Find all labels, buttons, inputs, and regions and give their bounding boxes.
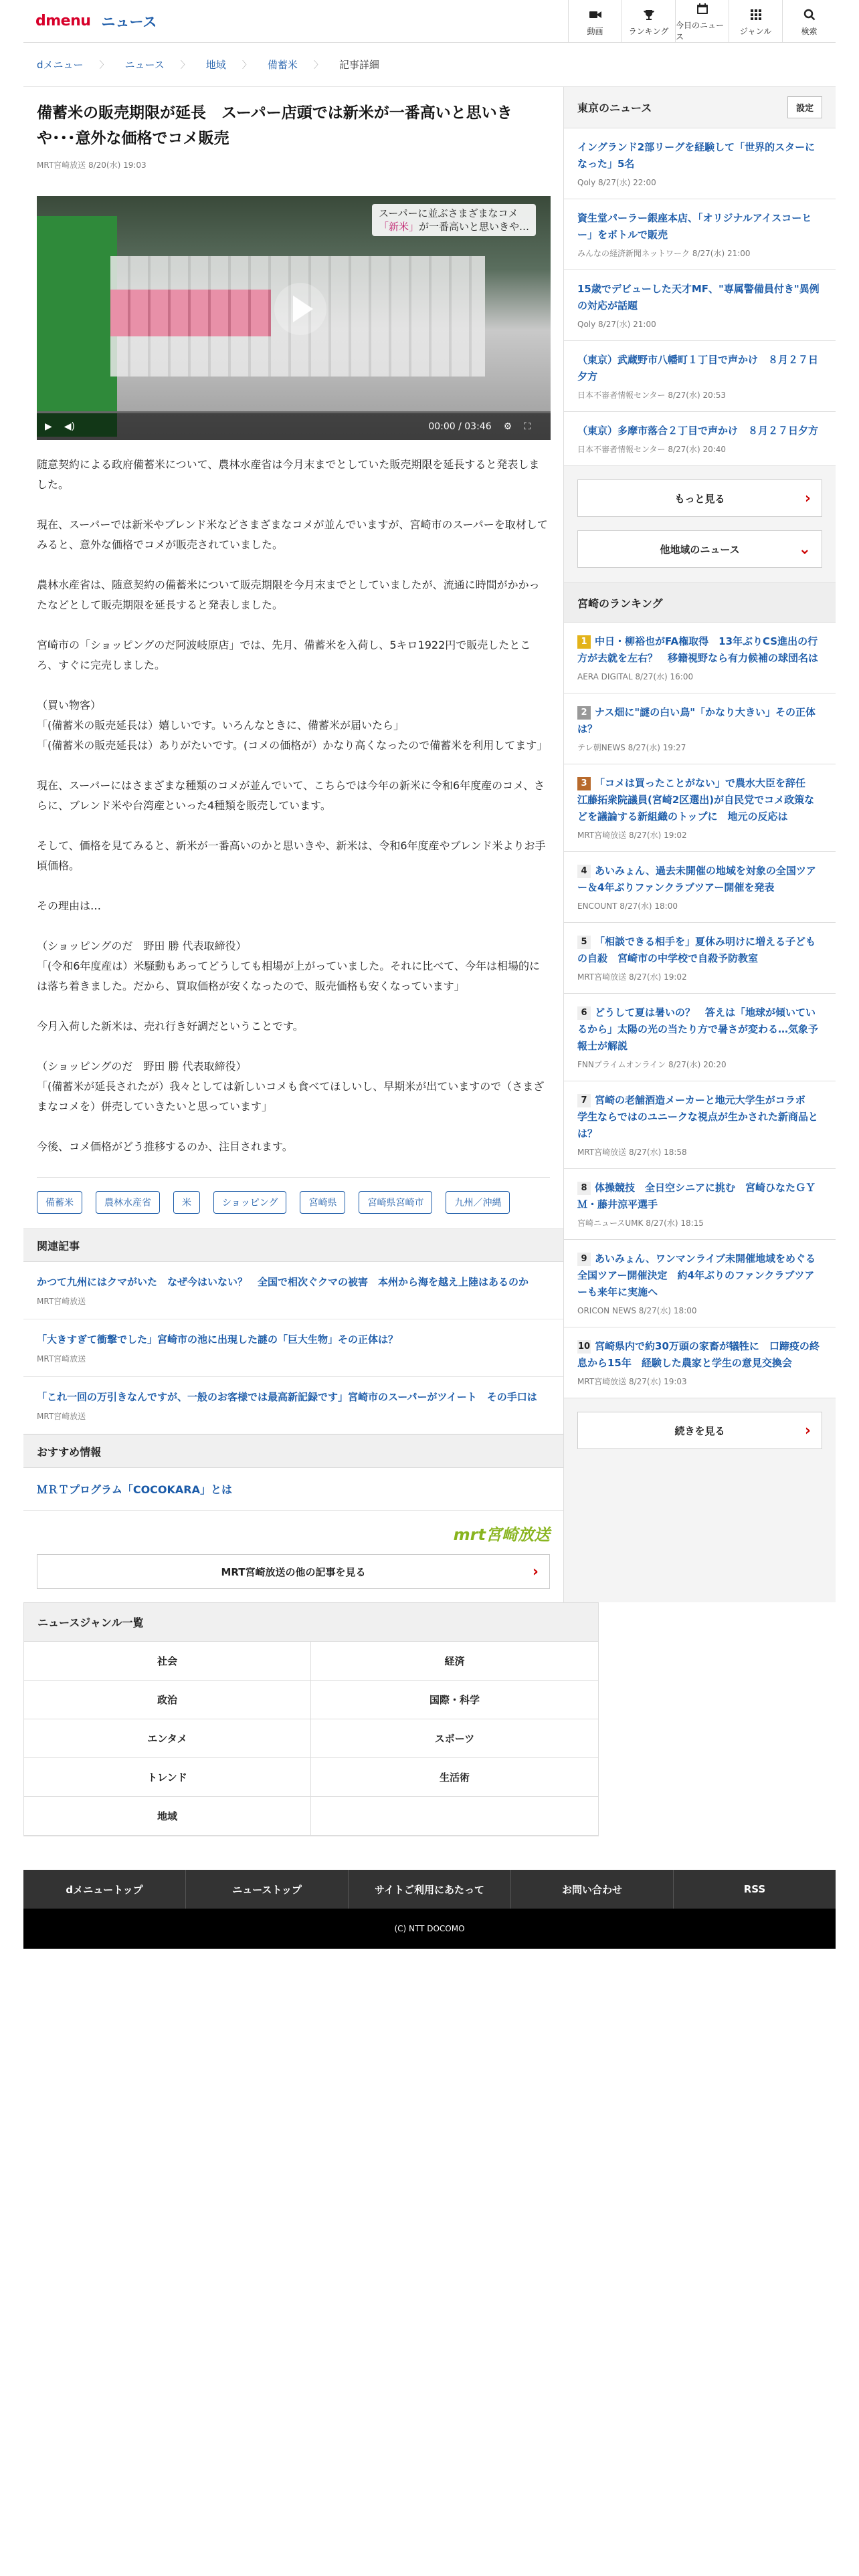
local-news-title[interactable]: イングランド2部リーグを経験して「世界的スターになった」5名 bbox=[577, 141, 816, 170]
breadcrumb bbox=[23, 43, 836, 87]
tag[interactable]: 米 bbox=[173, 1191, 200, 1214]
recommend-item[interactable]: ＭＲＴプログラム「COCOKARA」とは bbox=[23, 1468, 563, 1511]
tag[interactable]: 九州／沖縄 bbox=[446, 1191, 510, 1214]
rank-number: 8 bbox=[577, 1182, 591, 1195]
rank-number: 3 bbox=[577, 777, 591, 790]
article-paragraph: 今月入荷した新米は、売れ行き好調だということです。 bbox=[37, 1020, 304, 1033]
sidebar bbox=[564, 87, 836, 1602]
related-item[interactable] bbox=[23, 1319, 563, 1377]
article bbox=[23, 87, 563, 1228]
tag[interactable]: 農林水産省 bbox=[96, 1191, 160, 1214]
other-region-label: 他地域のニュース bbox=[660, 543, 740, 556]
article-paragraph: （ショッピングのだ 野田 勝 代表取締役） 「(備蓄米が延長されたが）我々としては新しいコメも食べてほしいし、早期米が出ていますので（さまざまなコメを）併売していきたいと思っています」 bbox=[37, 1060, 545, 1113]
breadcrumb-dmenu[interactable]: dメニュー bbox=[37, 59, 84, 71]
ranking-title[interactable]: あいみょん、過去未開催の地域を対象の全国ツアー＆4年ぶりファンクラブツアー開催を発表 bbox=[577, 865, 816, 893]
ranking-title[interactable]: あいみょん、ワンマンライブ未開催地域をめぐる全国ツアー開催決定 約4年ぶりのファンクラブツアーも来年に実施へ bbox=[577, 1253, 816, 1298]
rank-number: 9 bbox=[577, 1253, 591, 1266]
local-news-source: みんなの経済新聞ネットワーク 8/27(水) 21:00 bbox=[577, 249, 751, 258]
genre-heading: ニュースジャンル一覧 bbox=[24, 1603, 598, 1642]
header-nav bbox=[568, 0, 836, 43]
ranking-item[interactable] bbox=[564, 764, 836, 852]
rank-number: 5 bbox=[577, 936, 591, 949]
local-news-item[interactable] bbox=[564, 199, 836, 270]
ranking-title[interactable]: 「コメは買ったことがない」で農水大臣を辞任 江藤拓衆院議員(宮崎2区選出)が自民党でコメ政策などを議論する新組織のトップに 地元の反応は bbox=[577, 777, 816, 823]
related-item[interactable] bbox=[23, 1377, 563, 1434]
site-header bbox=[23, 0, 836, 43]
more-articles-label: MRT宮崎放送の他の記事を見る bbox=[221, 1566, 366, 1578]
related-heading: 関連記事 bbox=[23, 1228, 563, 1262]
article-paragraph: 現在、スーパーでは新米やブレンド米などさまざまなコメが並んでいますが、宮崎市のスーパーを取材してみると、意外な価格でコメが販売されていました。 bbox=[37, 518, 548, 551]
grid-icon bbox=[750, 7, 762, 23]
ranking-title[interactable]: どうして夏は暑いの？ 答えは「地球が傾いているから」太陽の光の当たり方で暑さが変わる…気象予報士が解説 bbox=[577, 1006, 819, 1052]
rank-number: 4 bbox=[577, 865, 591, 878]
local-news-item[interactable] bbox=[564, 412, 836, 466]
ranking-source: ORICON NEWS 8/27(水) 18:00 bbox=[577, 1306, 697, 1315]
footer-link-terms[interactable]: サイトご利用にあたって bbox=[349, 1870, 511, 1909]
related-source: MRT宮崎放送 bbox=[37, 1412, 86, 1421]
article-source: MRT宮崎放送 8/20(水) 19:03 bbox=[37, 160, 147, 170]
nav-ranking[interactable] bbox=[622, 0, 675, 43]
article-paragraph: （買い物客） 「(備蓄米の販売延長は）嬉しいです。いろんなときに、備蓄米が届いたら」 「(備蓄米の販売延長は）ありがたいです。(コメの価格が）かなり高くなったので備蓄米を利用してます」 bbox=[37, 699, 548, 752]
more-local-news-button[interactable] bbox=[577, 479, 822, 517]
settings-button[interactable]: 設定 bbox=[787, 96, 822, 118]
footer-link-rss[interactable]: RSS bbox=[743, 1883, 766, 1895]
tag[interactable]: 備蓄米 bbox=[37, 1191, 82, 1214]
ranking-title[interactable]: 宮崎の老舗酒造メーカーと地元大学生がコラボ 学生ならではのユニークな視点が生かされた新商品とは？ bbox=[577, 1094, 818, 1140]
ranking-item[interactable] bbox=[564, 623, 836, 693]
genre-region[interactable]: 地域 bbox=[24, 1797, 311, 1836]
nav-today[interactable] bbox=[675, 0, 729, 43]
breadcrumb-news[interactable]: ニュース bbox=[124, 59, 165, 71]
local-news-item[interactable] bbox=[564, 341, 836, 412]
chevron-right-icon: › bbox=[804, 490, 811, 507]
ranking-more-label: 続きを見る bbox=[674, 1424, 725, 1437]
ranking-source: MRT宮崎放送 8/27(水) 19:03 bbox=[577, 1377, 687, 1386]
site-logo[interactable] bbox=[23, 11, 157, 31]
video-thumbnail-sign bbox=[37, 216, 117, 437]
ranking-source: MRT宮崎放送 8/27(水) 18:58 bbox=[577, 1148, 687, 1157]
tag[interactable]: 宮崎県 bbox=[300, 1191, 345, 1214]
ranking-title[interactable]: 体操競技 全日空シニアに挑む 宮崎ひなたＧＹＭ・藤井涼平選手 bbox=[577, 1182, 816, 1210]
local-news-item[interactable] bbox=[564, 270, 836, 341]
video-controls bbox=[37, 413, 551, 440]
play-icon bbox=[293, 296, 313, 322]
nav-search-label: 検索 bbox=[801, 26, 818, 36]
ranking-item[interactable] bbox=[564, 1327, 836, 1398]
local-news-source: Qoly 8/27(水) 21:00 bbox=[577, 320, 656, 329]
ranking-title[interactable]: 中日・柳裕也がFA権取得 13年ぶりCS進出の行方が去就を左右？ 移籍視野なら有力候補の球団名は bbox=[577, 635, 819, 664]
local-news-title[interactable]: 資生堂パーラー銀座本店、「オリジナルアイスコーヒー」をボトルで販売 bbox=[577, 212, 812, 241]
article-paragraph: 農林水産省は、随意契約の備蓄米について販売期限を今月末までとしていましたが、流通に時間がかかったなどとして販売期限を延長すると発表しました。 bbox=[37, 578, 540, 611]
article-paragraph: 今後、コメ価格がどう推移するのか、注目されます。 bbox=[37, 1140, 293, 1153]
genre-international[interactable]: 国際・科学 bbox=[311, 1681, 598, 1719]
tag-list bbox=[37, 1177, 550, 1228]
related-title[interactable]: 「これ一回の万引きなんですが、一般のお客様では最高新記録です」宮崎市のスーパーがツイート その手口は bbox=[37, 1391, 537, 1403]
ranking-item[interactable] bbox=[564, 693, 836, 764]
ranking-item[interactable] bbox=[564, 1169, 836, 1240]
chevron-right-icon: 〉 bbox=[99, 60, 109, 71]
more-local-news-label: もっと見る bbox=[674, 492, 725, 505]
local-news-source: Qoly 8/27(水) 22:00 bbox=[577, 178, 656, 187]
chevron-right-icon: 〉 bbox=[313, 60, 323, 71]
related-source: MRT宮崎放送 bbox=[37, 1297, 86, 1306]
ranking-title[interactable]: ナス畑に"謎の白い鳥"「かなり大きい」その正体は？ bbox=[577, 706, 816, 735]
ranking-item[interactable] bbox=[564, 852, 836, 923]
nav-genre[interactable] bbox=[729, 0, 782, 43]
dmenu-logo[interactable]: dmenu bbox=[35, 13, 91, 29]
rank-number: 10 bbox=[577, 1340, 591, 1354]
volume-icon[interactable]: ◀) bbox=[64, 421, 76, 432]
related-title[interactable]: かつて九州にはクマがいた なぜ今はいない？ 全国で相次ぐクマの被害 本州から海を越え上陸はあるのか bbox=[37, 1276, 529, 1288]
nav-today-label: 今日のニュース bbox=[676, 21, 725, 41]
breadcrumb-topic[interactable]: 備蓄米 bbox=[267, 59, 298, 71]
search-icon bbox=[803, 7, 816, 23]
genre-politics[interactable]: 政治 bbox=[24, 1681, 311, 1719]
rank-number: 2 bbox=[577, 706, 591, 720]
play-small-icon[interactable]: ▶ bbox=[45, 421, 52, 432]
footer-link-news-top[interactable]: ニューストップ bbox=[186, 1870, 349, 1909]
ranking-source: AERA DIGITAL 8/27(水) 16:00 bbox=[577, 672, 694, 681]
footer-link-contact[interactable]: お問い合わせ bbox=[511, 1870, 674, 1909]
genre-society[interactable]: 社会 bbox=[24, 1642, 311, 1681]
local-news-header bbox=[564, 87, 836, 128]
ranking-source: ENCOUNT 8/27(水) 18:00 bbox=[577, 901, 678, 911]
local-news-item[interactable] bbox=[564, 128, 836, 199]
genre-list bbox=[23, 1602, 599, 1836]
breadcrumb-region[interactable]: 地域 bbox=[205, 59, 226, 71]
play-button[interactable] bbox=[274, 283, 326, 335]
chevron-down-icon: ⌄ bbox=[798, 540, 811, 558]
breadcrumb-current: 記事詳細 bbox=[339, 59, 379, 71]
calendar-icon bbox=[696, 1, 708, 17]
video-player[interactable] bbox=[37, 196, 551, 440]
video-time: 00:00 / 03:46 bbox=[428, 421, 492, 432]
rank-number: 1 bbox=[577, 635, 591, 649]
ranking-item[interactable] bbox=[564, 1081, 836, 1169]
nav-video-label: 動画 bbox=[587, 26, 603, 36]
recommend-heading: おすすめ情報 bbox=[23, 1434, 563, 1468]
genre-lifestyle[interactable]: 生活術 bbox=[311, 1758, 598, 1797]
footer-link-dmenu-top[interactable]: dメニュートップ bbox=[23, 1870, 186, 1909]
copyright: (C) NTT DOCOMO bbox=[23, 1909, 836, 1949]
rank-number: 6 bbox=[577, 1006, 591, 1020]
article-body bbox=[37, 455, 550, 1157]
related-title[interactable]: 「大きすぎて衝撃でした」宮崎市の池に出現した謎の「巨大生物」その正体は？ bbox=[37, 1333, 399, 1346]
nav-search[interactable] bbox=[782, 0, 836, 43]
local-news-title[interactable]: （東京）武蔵野市八幡町１丁目で声かけ ８月２７日夕方 bbox=[577, 354, 819, 383]
article-paragraph: 随意契約による政府備蓄米について、農林水産省は今月末までとしていた販売期限を延長すると発表しました。 bbox=[37, 458, 540, 491]
local-news-source: 日本不審者情報センター 8/27(水) 20:40 bbox=[577, 445, 727, 454]
chevron-right-icon: › bbox=[532, 1563, 539, 1580]
ranking-source: MRT宮崎放送 8/27(水) 19:02 bbox=[577, 831, 687, 840]
chevron-right-icon: › bbox=[804, 1422, 811, 1439]
ranking-more-button[interactable] bbox=[577, 1412, 822, 1449]
mrt-logo[interactable]: mrt宮崎放送 bbox=[453, 1525, 550, 1544]
local-news-title[interactable]: （東京）多摩市落合２丁目で声かけ ８月２７日夕方 bbox=[577, 425, 819, 437]
related-source: MRT宮崎放送 bbox=[37, 1354, 86, 1364]
footer-nav bbox=[23, 1870, 836, 1909]
local-news-heading: 東京のニュース bbox=[577, 102, 652, 114]
article-paragraph: その理由は… bbox=[37, 899, 102, 912]
ranking-source: 宮崎ニュースUMK 8/27(水) 18:15 bbox=[577, 1218, 704, 1228]
ranking-source: テレ朝NEWS 8/27(水) 19:27 bbox=[577, 743, 686, 752]
ranking-title[interactable]: 「相談できる相手を」夏休み明けに増える子どもの自殺 宮崎市の中学校で自殺予防教室 bbox=[577, 936, 816, 964]
genre-trend[interactable]: トレンド bbox=[24, 1758, 311, 1797]
article-paragraph: そして、価格を見てみると、新米が一番高いのかと思いきや、新米は、令和6年度産やブレンド米よりお手頃価格。 bbox=[37, 839, 546, 872]
genre-sports[interactable]: スポーツ bbox=[311, 1719, 598, 1758]
ranking-item[interactable] bbox=[564, 923, 836, 994]
related-item[interactable] bbox=[23, 1262, 563, 1319]
main-column bbox=[23, 87, 564, 1602]
genre-entertainment[interactable]: エンタメ bbox=[24, 1719, 311, 1758]
nav-video[interactable] bbox=[568, 0, 622, 43]
ranking-item[interactable] bbox=[564, 994, 836, 1081]
nav-genre-label: ジャンル bbox=[739, 26, 772, 36]
ranking-item[interactable] bbox=[564, 1240, 836, 1327]
local-news-title[interactable]: 15歳でデビューした天才MF、"専属警備員付き"異例の対応が話題 bbox=[577, 283, 820, 312]
settings-icon[interactable]: ⚙ bbox=[503, 421, 512, 432]
tag[interactable]: ショッピング bbox=[213, 1191, 286, 1214]
ranking-source: MRT宮崎放送 8/27(水) 19:02 bbox=[577, 972, 687, 982]
trophy-icon bbox=[643, 7, 655, 23]
other-region-button[interactable] bbox=[577, 530, 822, 568]
fullscreen-icon[interactable]: ⛶ bbox=[524, 421, 531, 432]
video-thumbnail-shelf bbox=[110, 290, 271, 336]
genre-empty bbox=[311, 1797, 598, 1836]
article-title: 備蓄米の販売期限が延長 スーパー店頭では新米が一番高いと思いきや･･･意外な価格でコメ販売 bbox=[37, 104, 512, 147]
news-logo[interactable]: ニュース bbox=[101, 13, 157, 30]
article-paragraph: 現在、スーパーにはさまざまな種類のコメが並んでいて、こちらでは今年の新米に令和6年度産のコメ、さらに、ブレンド米や台湾産といった4種類を販売しています。 bbox=[37, 779, 545, 812]
chevron-right-icon: 〉 bbox=[180, 60, 190, 71]
ranking-heading: 宮崎のランキング bbox=[564, 582, 836, 623]
rank-number: 7 bbox=[577, 1094, 591, 1107]
ranking-source: FNNプライムオンライン 8/27(水) 20:20 bbox=[577, 1060, 727, 1069]
video-camera-icon bbox=[589, 7, 602, 23]
nav-ranking-label: ランキング bbox=[628, 26, 669, 36]
local-news-source: 日本不審者情報センター 8/27(水) 20:53 bbox=[577, 391, 727, 400]
chevron-right-icon: 〉 bbox=[242, 60, 252, 71]
more-articles-button[interactable] bbox=[37, 1554, 550, 1589]
ranking-title[interactable]: 宮崎県内で約30万頭の家畜が犠牲に 口蹄疫の終息から15年 経験した農家と学生の意見交換会 bbox=[577, 1340, 820, 1369]
article-paragraph: 宮崎市の「ショッピングのだ阿波岐原店」では、先月、備蓄米を入荷し、5キロ1922円で販売したところ、すぐに完売しました。 bbox=[37, 639, 531, 671]
genre-economy[interactable]: 経済 bbox=[311, 1642, 598, 1681]
article-paragraph: （ショッピングのだ 野田 勝 代表取締役） 「(令和6年度産は）米騒動もあってどうしても相場が上がっていました。それに比べて、今年は相場的には落ち着きました。だから、買取価格が安くなったので、販売価格も安くなっています」 bbox=[37, 940, 540, 992]
video-caption: スーパーに並ぶさまざまなコメ 「新米」が一番高いと思いきや… bbox=[372, 204, 536, 236]
tag[interactable]: 宮崎県宮崎市 bbox=[359, 1191, 432, 1214]
